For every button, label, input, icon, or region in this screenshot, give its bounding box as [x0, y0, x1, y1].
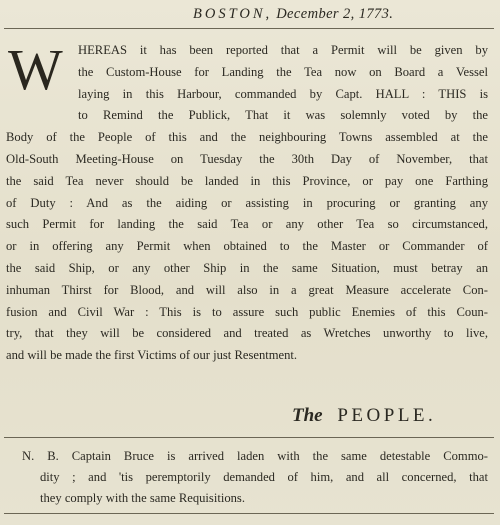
- dateline-city: BOSTON,: [193, 6, 273, 22]
- notice-line: the said Tea never should be landed in this Province, or pay one Farthing: [6, 173, 488, 188]
- dateline-date: December 2, 1773.: [276, 6, 394, 22]
- notice-line: to Remind the Publick, That it was solemnly voted by the: [78, 108, 488, 123]
- notice-line: laying in this Harbour, commanded by Capt. HALL : THIS is: [78, 86, 488, 101]
- postscript-line: N. B. Captain Bruce is arrived laden with the same detestable Commo-: [22, 449, 488, 463]
- postscript: [22, 446, 488, 509]
- notice-body: [6, 37, 488, 367]
- notice-line: the Custom-House for Landing the Tea now on Board a Vessel: [78, 64, 488, 79]
- postscript-line: they comply with the same Requisitions.: [40, 491, 245, 505]
- notice-line: HEREAS it has been reported that a Permit will be given by: [78, 43, 488, 57]
- notice-line: or in offering any Permit when obtained to the Master or Commander of: [6, 239, 488, 254]
- top-rule: [4, 28, 494, 29]
- postscript-line: dity ; and 'tis peremptorily demanded of him, and all concerned, that: [40, 470, 488, 484]
- notice-line: inhuman Thirst for Blood, and will also in a great Measure accelerate Con-: [6, 282, 488, 297]
- notice-line: and will be made the first Victims of our just Resentment.: [6, 348, 298, 363]
- drop-cap: W: [8, 37, 63, 102]
- signature: [292, 405, 436, 427]
- notice-line: Old-South Meeting-House on Tuesday the 30th Day of November, that: [6, 151, 488, 166]
- notice-line: try, that they will be considered and treated as Wretches unworthy to live,: [6, 326, 488, 341]
- notice-line: Body of the People of this and the neighbouring Towns assembled at the: [6, 130, 488, 145]
- notice-line: fusion and Civil War : This is to assure such public Enemies of this Coun-: [6, 304, 488, 319]
- middle-rule: [4, 437, 494, 438]
- dateline: [193, 6, 393, 23]
- notice-line: of Duty : And as the aiding or assisting in procuring or granting any: [6, 195, 488, 210]
- notice-line: such Permit for landing the said Tea or any other Tea so circumstanced,: [6, 217, 488, 232]
- signature-the: The: [292, 405, 323, 426]
- bottom-rule: [4, 513, 494, 514]
- notice-line: the said Ship, or any other Ship in the same Situation, must betray an: [6, 260, 488, 275]
- signature-people: PEOPLE.: [337, 405, 437, 426]
